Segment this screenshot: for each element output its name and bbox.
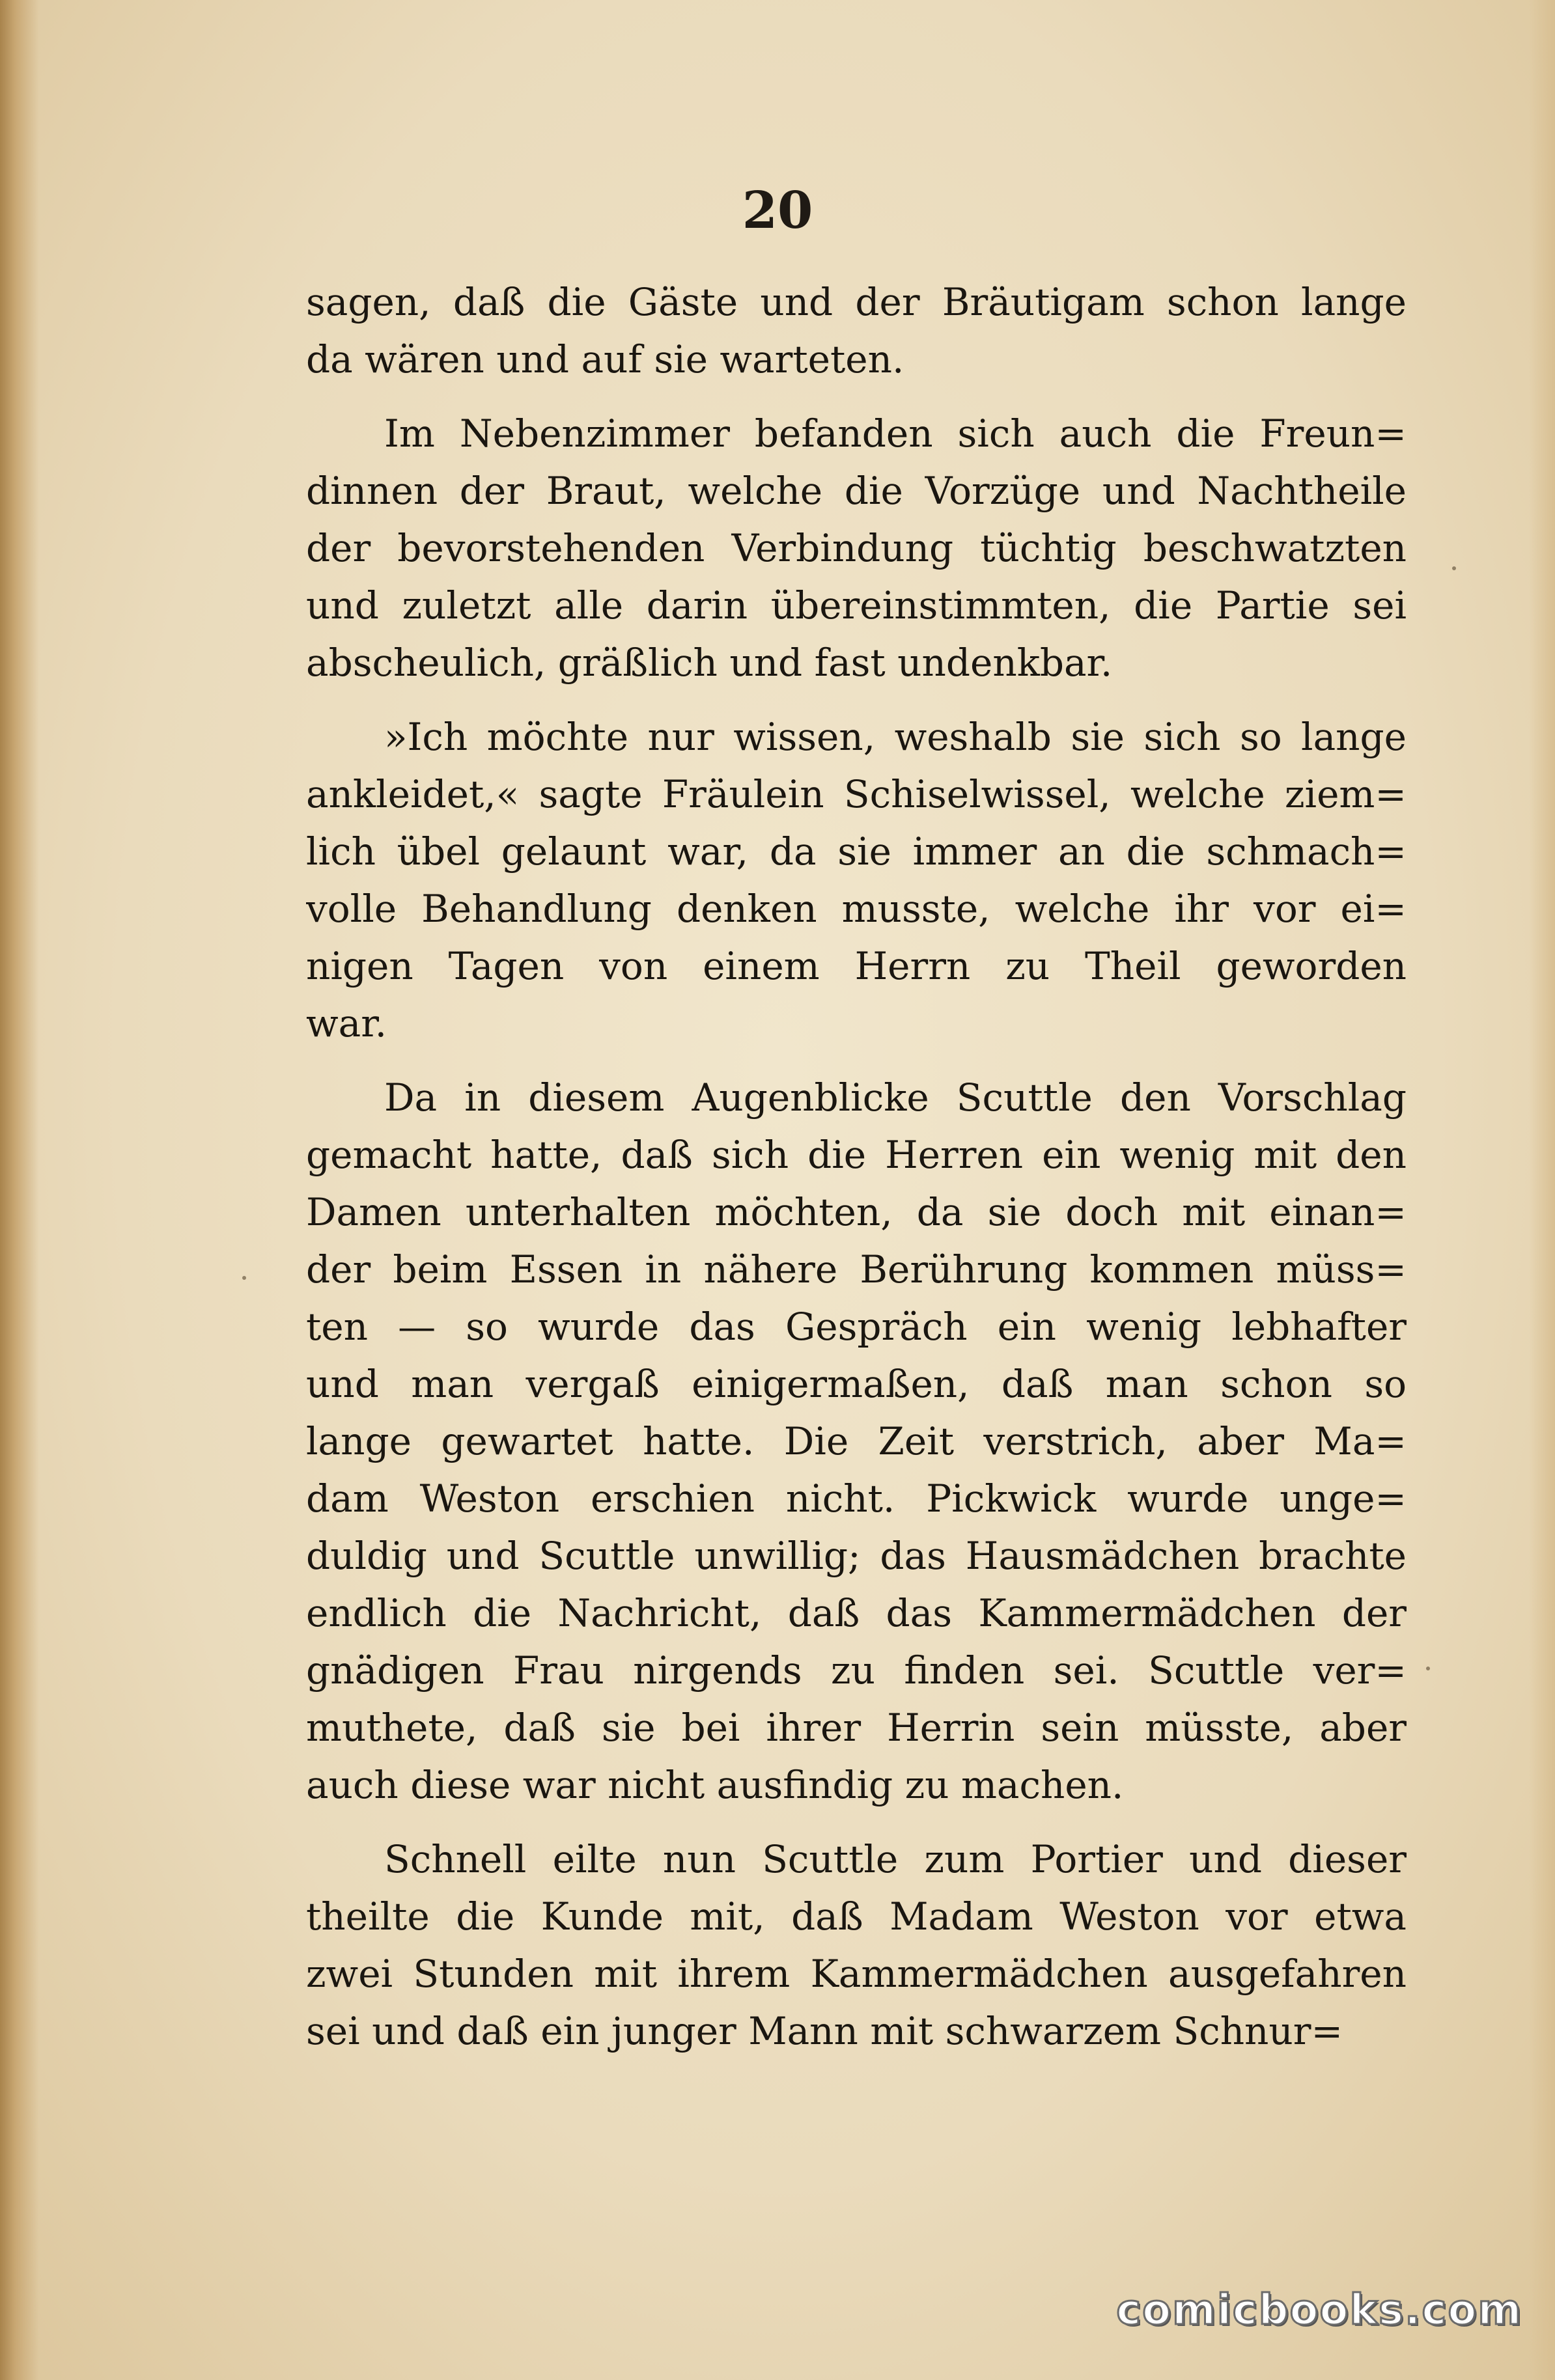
paragraph (306, 708, 1407, 1052)
paper-speck (1426, 1667, 1430, 1670)
text-line: muthete, daß sie bei ihrer Herrin sein müsste, aber (306, 1706, 1407, 1750)
paper-speck (242, 1276, 246, 1280)
text-line: nigen Tagen von einem Herrn zu Theil geworden (306, 944, 1407, 988)
text-line: zwei Stunden mit ihrem Kammermädchen ausgefahren (306, 1952, 1407, 1996)
text-line: der beim Essen in nähere Berührung kommen müss= (306, 1247, 1407, 1292)
text-line: »Ich möchte nur wissen, weshalb sie sich so lange (384, 715, 1407, 759)
text-line: ten — so wurde das Gespräch ein wenig lebhafter (306, 1305, 1407, 1349)
text-line: abscheulich, gräßlich und fast undenkbar. (306, 641, 1113, 685)
text-line: und man vergaß einigermaßen, daß man schon so (306, 1362, 1407, 1406)
text-line: dam Weston erschien nicht. Pickwick wurde unge= (306, 1476, 1407, 1521)
text-line: theilte die Kunde mit, daß Madam Weston vor etwa (306, 1894, 1407, 1939)
body-text (306, 273, 1407, 2077)
paper-speck (1452, 566, 1456, 570)
paragraph (306, 405, 1407, 691)
text-line: und zuletzt alle darin übereinstimmten, die Partie sei (306, 583, 1407, 628)
text-line: lange gewartet hatte. Die Zeit verstrich, aber Ma= (306, 1419, 1407, 1463)
text-line: sagen, daß die Gäste und der Bräutigam schon lange (306, 280, 1407, 324)
text-line: Damen unterhalten möchten, da sie doch mit einan= (306, 1190, 1407, 1234)
page-right-edge (1529, 0, 1555, 2380)
text-line: war. (306, 1001, 387, 1045)
text-line: Schnell eilte nun Scuttle zum Portier und dieser (384, 1837, 1407, 1881)
text-line: gnädigen Frau nirgends zu finden sei. Scuttle ver= (306, 1648, 1407, 1693)
text-line: auch diese war nicht ausfindig zu machen. (306, 1763, 1124, 1807)
page-binding-edge (0, 0, 39, 2380)
text-line: dinnen der Braut, welche die Vorzüge und Nachtheile (306, 469, 1407, 513)
text-line: duldig und Scuttle unwillig; das Hausmädchen brachte (306, 1534, 1407, 1578)
text-line: Da in diesem Augenblicke Scuttle den Vorschlag (384, 1075, 1407, 1120)
text-line: Im Nebenzimmer befanden sich auch die Freun= (384, 411, 1407, 456)
paragraph (306, 273, 1407, 388)
watermark-logo: comicbooks.com (1116, 2286, 1522, 2334)
text-line: volle Behandlung denken musste, welche ihr vor ei= (306, 887, 1407, 931)
text-line: sei und daß ein junger Mann mit schwarzem Schnur= (306, 2009, 1343, 2053)
text-line: ankleidet,« sagte Fräulein Schiselwissel, welche ziem= (306, 772, 1407, 816)
paragraph (306, 1069, 1407, 1814)
page-number: 20 (742, 181, 813, 240)
text-line: lich übel gelaunt war, da sie immer an die schmach= (306, 829, 1407, 874)
text-line: der bevorstehenden Verbindung tüchtig beschwatzten (306, 526, 1407, 570)
text-line: da wären und auf sie warteten. (306, 337, 904, 381)
text-line: endlich die Nachricht, daß das Kammermädchen der (306, 1591, 1407, 1635)
paragraph (306, 1831, 1407, 2060)
text-line: gemacht hatte, daß sich die Herren ein wenig mit den (306, 1133, 1407, 1177)
